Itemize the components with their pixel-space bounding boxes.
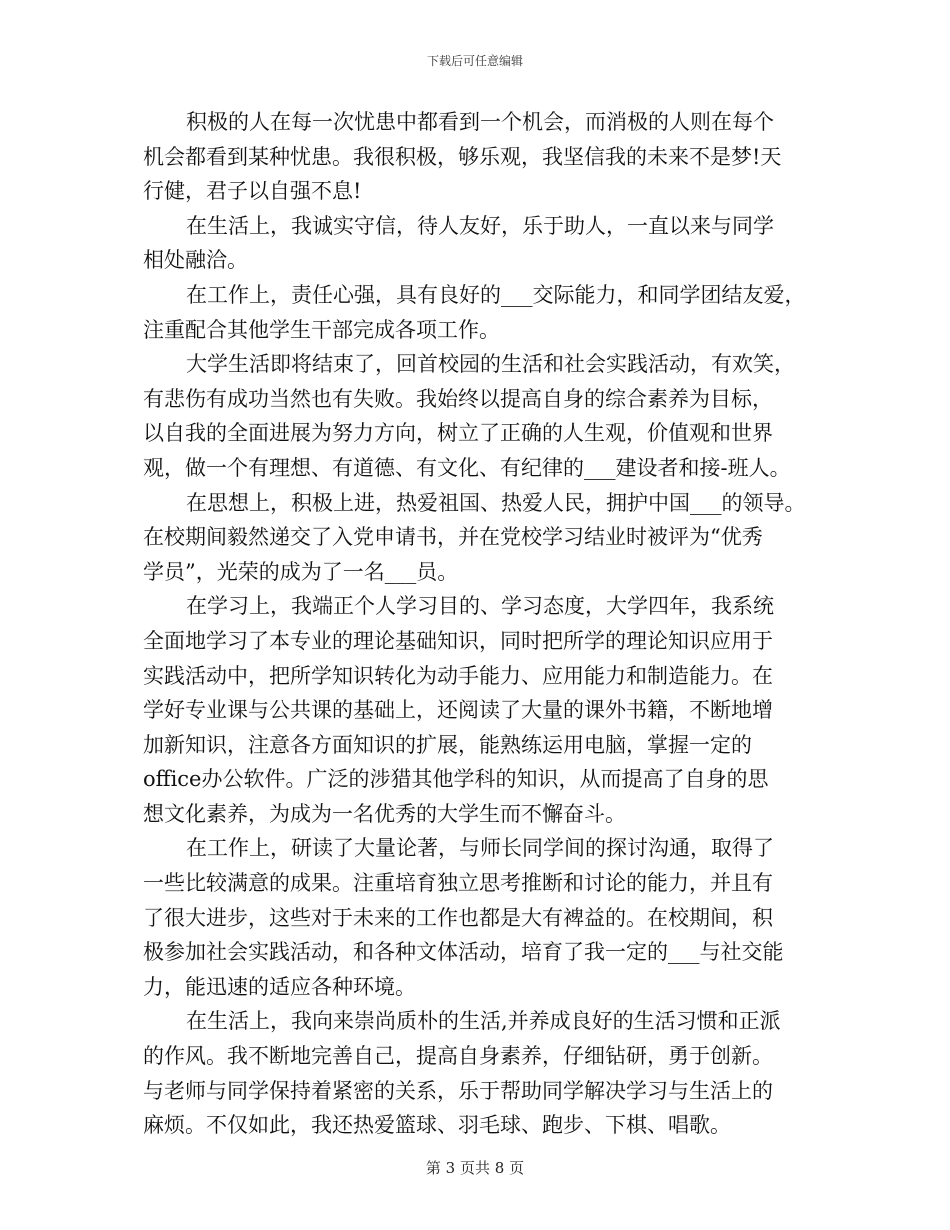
page-header: 下载后可任意编辑 [426, 54, 523, 68]
text-line: 力，能迅速的适应各种环境。 [143, 974, 416, 999]
text-line: 在学习上，我端正个人学习目的、学习态度，大学四年，我系统 [186, 594, 774, 619]
text-line: 实践活动中，把所学知识转化为动手能力、应用能力和制造能力。在 [143, 663, 773, 688]
text-line: 在生活上，我诚实守信，待人友好，乐于助人，一直以来与同学 [186, 213, 774, 238]
text-line: 在思想上，积极上进，热爱祖国、热爱人民，拥护中国___的领导。 [186, 490, 806, 515]
page-footer: 第 3 页共 8 页 [425, 1159, 525, 1177]
text-line: 极参加社会实践活动，和各种文体活动，培育了我一定的___与社交能 [143, 940, 784, 965]
text-line: 学好专业课与公共课的基础上，还阅读了大量的课外书籍，不断地增 [143, 698, 773, 723]
text-line: 麻烦。不仅如此，我还热爱篮球、羽毛球、跑步、下棋、唱歌。 [143, 1113, 731, 1138]
document-body [143, 105, 833, 1143]
text-line: 一些比较满意的成果。注重培育独立思考推断和讨论的能力，并且有 [143, 871, 773, 896]
text-line: 以自我的全面进展为努力方向，树立了正确的人生观，价值观和世界 [143, 421, 773, 446]
text-line: 全面地学习了本专业的理论基础知识，同时把所学的理论知识应用于 [143, 628, 773, 653]
text-line: 想文化素养，为成为一名优秀的大学生而不懈奋斗。 [143, 801, 626, 826]
text-line: 在工作上，研读了大量论著，与师长同学间的探讨沟通，取得了 [186, 836, 774, 861]
text-line: 机会都看到某种忧患。我很积极，够乐观，我坚信我的未来不是梦!天 [143, 144, 782, 169]
text-line: 与老师与同学保持着紧密的关系，乐于帮助同学解决学习与生活上的 [143, 1078, 773, 1103]
text-line: 在生活上，我向来崇尚质朴的生活,并养成良好的生活习惯和正派 [186, 1009, 781, 1034]
text-line: 加新知识，注意各方面知识的扩展，能熟练运用电脑，掌握一定的 [143, 732, 752, 757]
text-line: office办公软件。广泛的涉猎其他学科的知识，从而提高了自身的思 [143, 767, 769, 792]
text-line: 相处融洽。 [143, 248, 248, 273]
text-line: 在校期间毅然递交了入党申请书，并在党校学习结业时被评为“优秀 [143, 525, 763, 550]
text-line: 观，做一个有理想、有道德、有文化、有纪律的___建设者和接-班人。 [143, 455, 791, 480]
text-line: 注重配合其他学生干部完成各项工作。 [143, 317, 500, 342]
text-line: 行健，君子以自强不息! [143, 179, 362, 204]
text-line: 积极的人在每一次忧患中都看到一个机会，而消极的人则在每个 [186, 110, 774, 134]
text-line: 的作风。我不断地完善自己，提高自身素养，仔细钻研，勇于创新。 [143, 1044, 773, 1069]
text-line: 学员”，光荣的成为了一名___员。 [143, 559, 459, 584]
text-line: 在工作上，责任心强，具有良好的___交际能力，和同学团结友爱， [186, 282, 806, 307]
text-line: 了很大进步，这些对于未来的工作也都是大有裨益的。在校期间，积 [143, 905, 773, 930]
text-line: 有悲伤有成功当然也有失败。我始终以提高自身的综合素养为目标， [143, 386, 773, 411]
text-line: 大学生活即将结束了，回首校园的生活和社会实践活动，有欢笑， [186, 352, 795, 377]
